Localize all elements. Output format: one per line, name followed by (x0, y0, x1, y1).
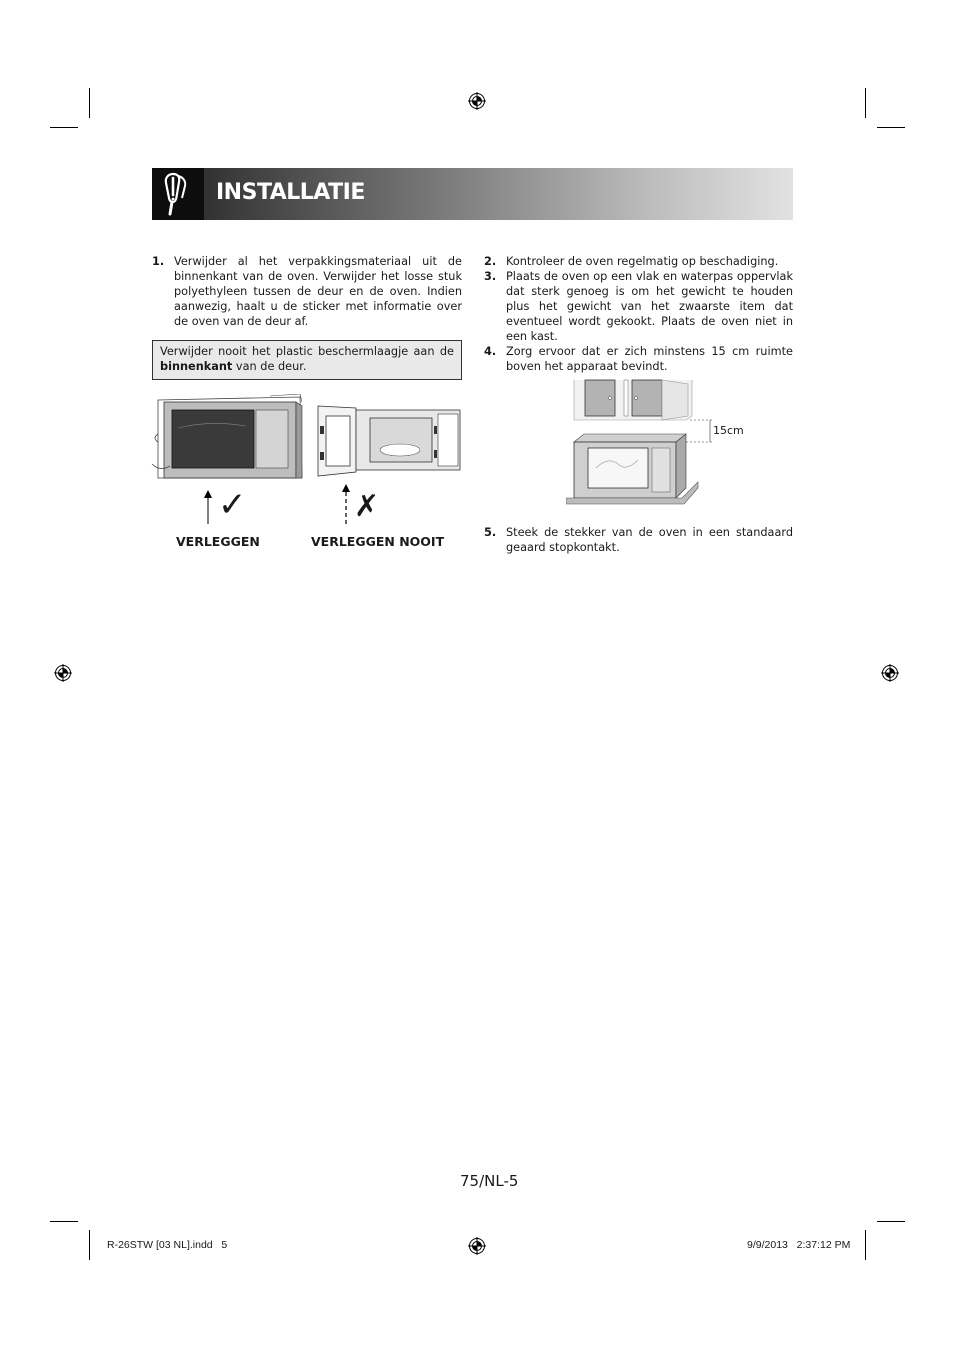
crop-mark (877, 127, 905, 128)
step-text: Steek de stekker van de oven in een standaard geaard stopkontakt. (506, 526, 793, 554)
wall-cabinet-drawing (574, 380, 692, 420)
step-number: 1. (152, 255, 165, 268)
clearance-label: 15cm (713, 424, 744, 437)
step-item (484, 344, 793, 374)
crop-mark (89, 1230, 90, 1260)
open-oven-drawing (318, 406, 460, 476)
timestamp: 9/9/2013 2:37:12 PM (747, 1239, 851, 1251)
step-text: Zorg ervoor dat er zich minstens 15 cm ruimte boven het apparaat bevindt. (506, 345, 793, 373)
warning-text-bold: binnenkant (160, 360, 233, 373)
step-item (484, 254, 793, 269)
file-name: R-26STW [03 NL].indd 5 (107, 1239, 228, 1251)
step-number: 2. (484, 255, 497, 268)
oven-drawing (574, 434, 686, 498)
registration-mark-icon (468, 92, 486, 110)
registration-mark-icon (468, 1237, 486, 1255)
right-column (484, 254, 793, 374)
step-number: 4. (484, 345, 497, 358)
warning-text-prefix: Verwijder nooit het plastic beschermlaagje aan de (160, 345, 454, 358)
crop-mark (865, 88, 866, 118)
clearance-dimension (686, 420, 714, 442)
crop-mark (865, 1230, 866, 1260)
cross-mark-icon: ✗ (354, 489, 380, 524)
step-text: Plaats de oven op een vlak en waterpas oppervlak dat sterk genoeg is om het gewicht te houden plus het gewicht van het zwaarste item dat eventueel wordt gekookt. Plaats de oven niet in een kast. (506, 270, 793, 343)
step-number: 3. (484, 270, 497, 283)
arrow-up-icon (204, 490, 212, 524)
crop-mark (50, 127, 78, 128)
right-column-bottom (484, 525, 793, 555)
check-mark-icon: ✓ (218, 485, 247, 525)
step-text: Verwijder al het verpakkingsmateriaal uit de binnenkant van de oven. Verwijder het losse stuk polyethyleen tussen de deur en de oven. Indien aanwezig, haalt u de sticker met informatie over de oven van de deur af. (174, 255, 462, 328)
step-text: Kontroleer de oven regelmatig op beschadiging. (506, 255, 779, 268)
warning-box (152, 340, 462, 380)
step-item (152, 254, 462, 329)
step-item (484, 269, 793, 344)
warning-text-suffix: van de deur. (232, 360, 307, 373)
arrow-up-dashed-icon (342, 484, 350, 524)
step-number: 5. (484, 526, 497, 539)
crop-mark (89, 88, 90, 118)
closed-oven-drawing (152, 394, 302, 478)
label-correct: VERLEGGEN (176, 534, 260, 549)
exclamation-hand-icon (152, 168, 204, 220)
registration-mark-icon (54, 664, 72, 682)
registration-mark-icon (881, 664, 899, 682)
label-incorrect: VERLEGGEN NOOIT (311, 534, 445, 549)
crop-mark (877, 1221, 905, 1222)
page-number: 75/NL-5 (460, 1172, 519, 1190)
section-header (152, 168, 793, 220)
page-title: INSTALLATIE (216, 180, 365, 205)
clearance-illustration (566, 376, 746, 510)
oven-film-illustration (150, 394, 465, 529)
step-item (484, 525, 793, 555)
crop-mark (50, 1221, 78, 1222)
left-column (152, 254, 462, 329)
